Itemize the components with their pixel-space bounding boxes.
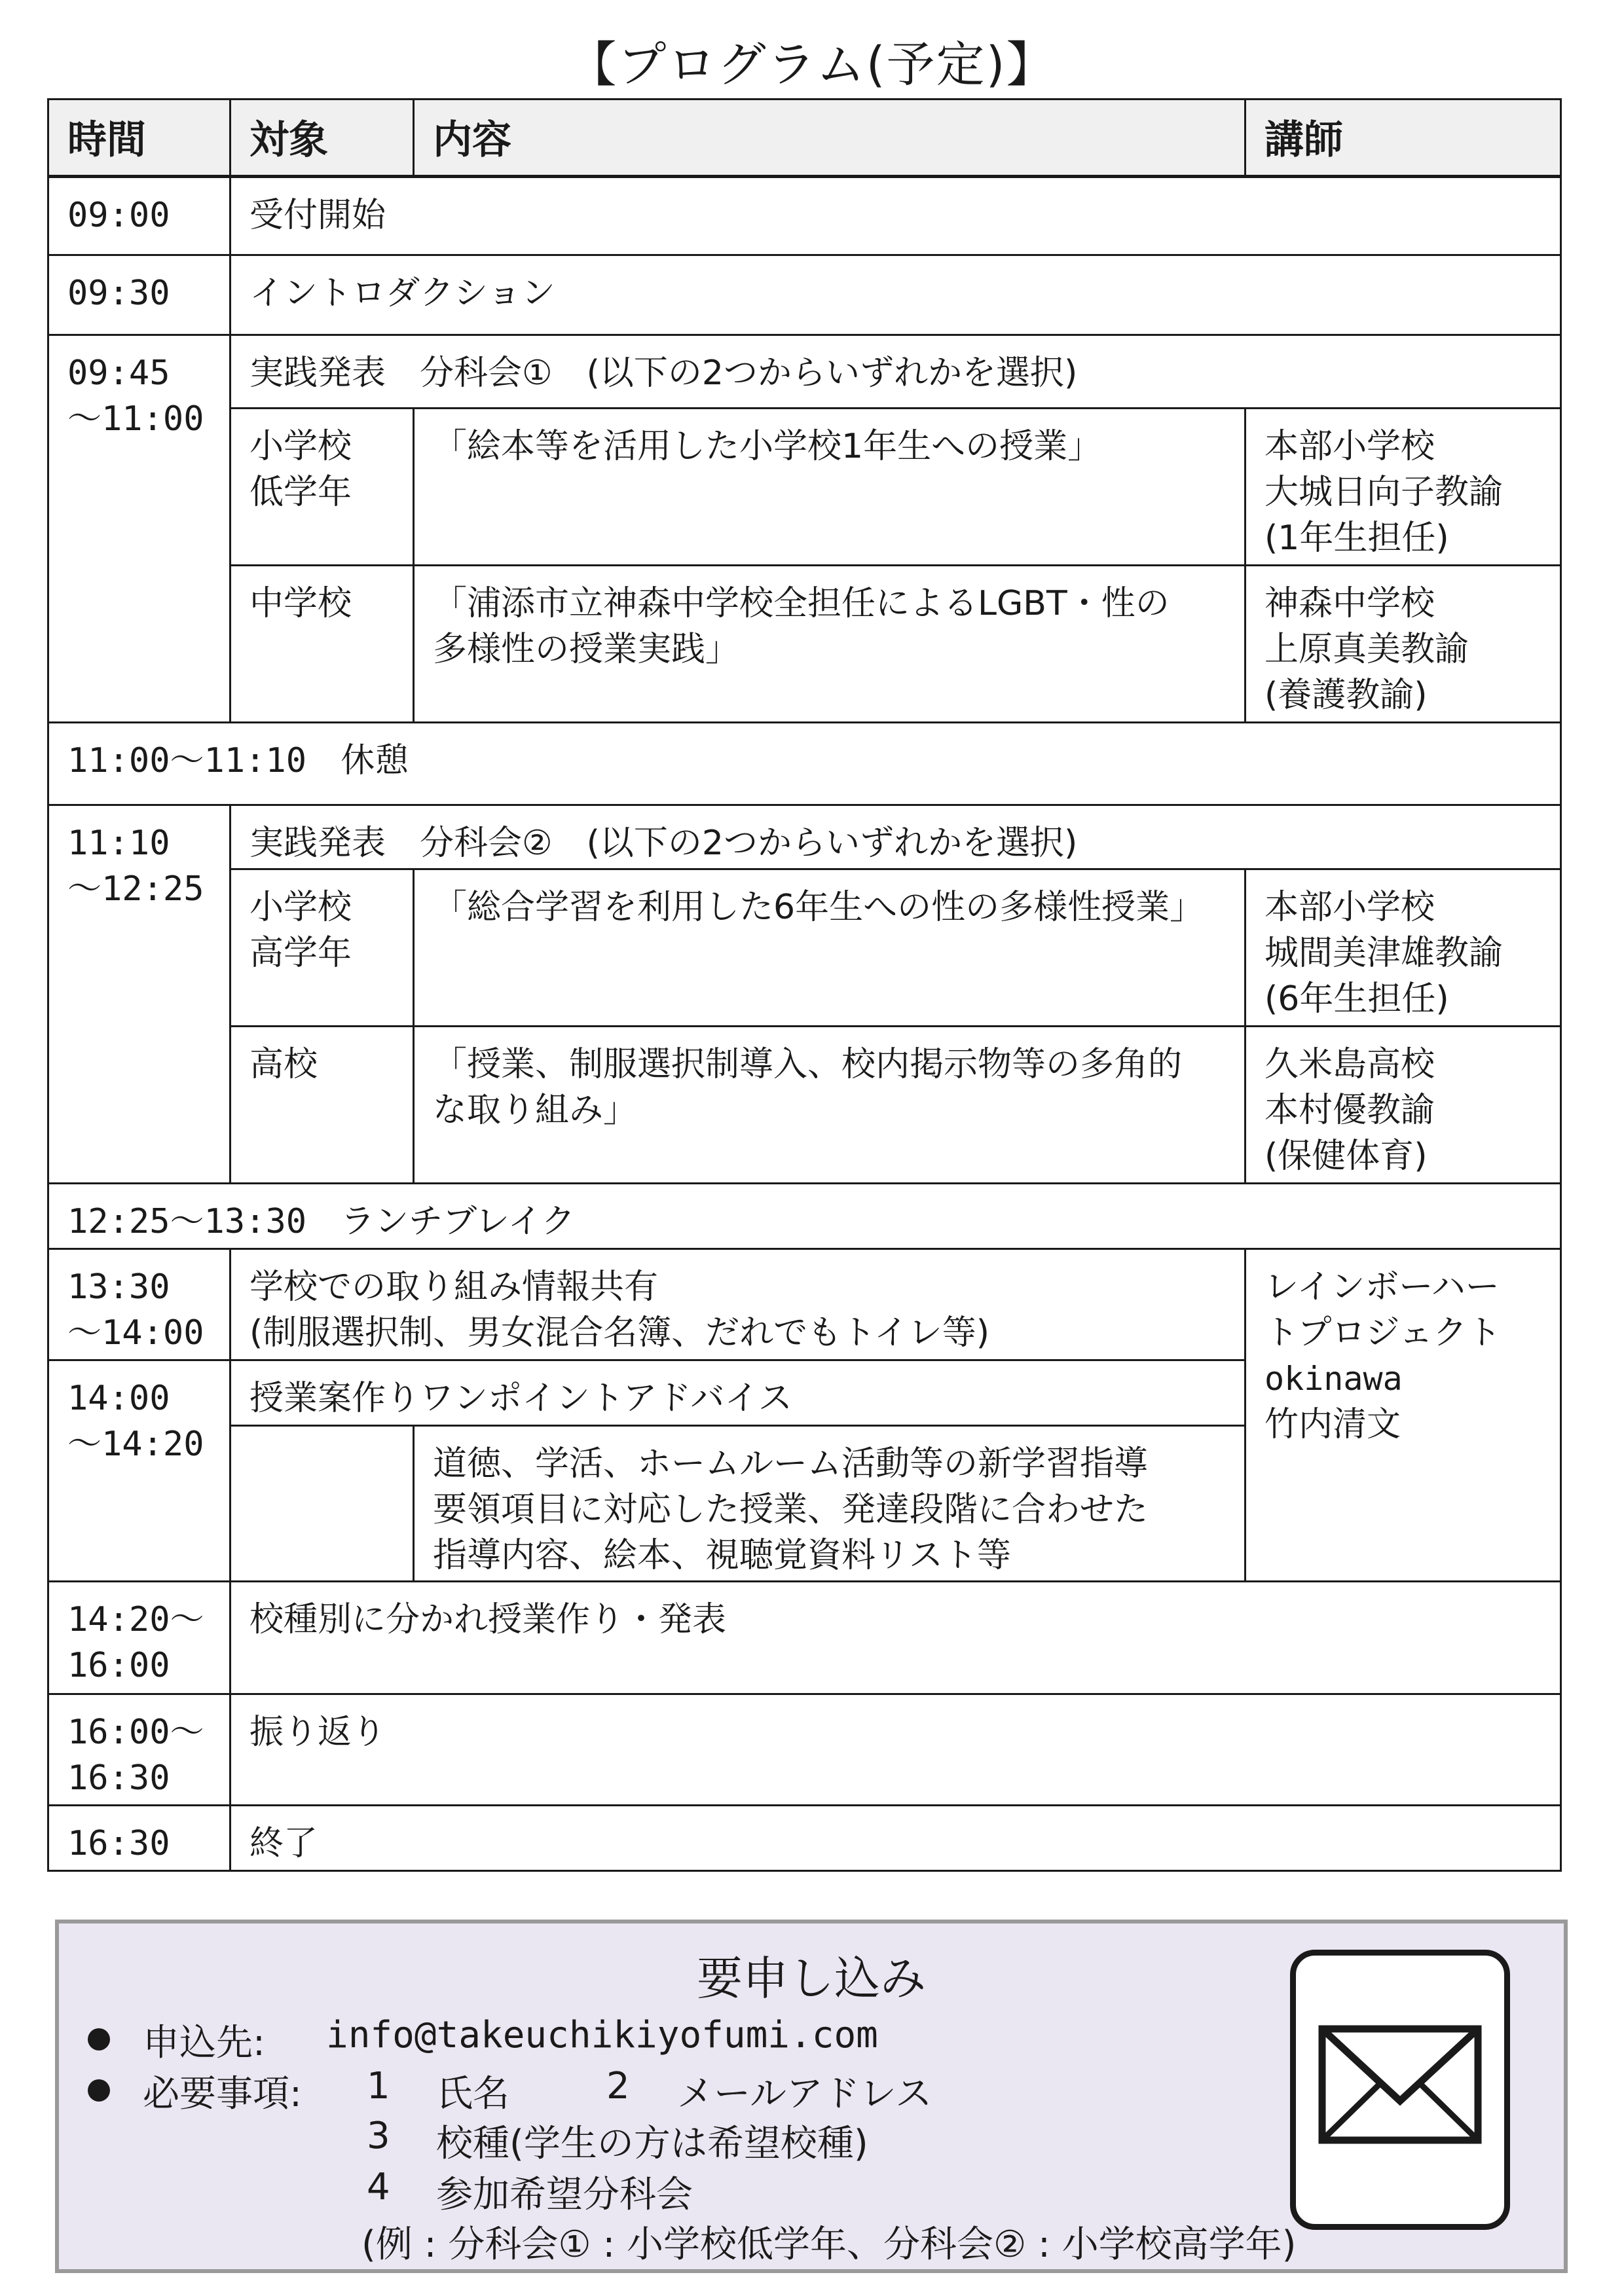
lecturer-cell — [1246, 409, 1561, 566]
row-review — [48, 1694, 1561, 1806]
target-line: 高学年 — [249, 934, 352, 973]
time-start: 16:00〜 — [67, 1713, 204, 1752]
row-session1-heading — [48, 335, 1561, 409]
application-to-label: 申込先: — [143, 2022, 265, 2064]
content-cell: 「総合学習を利用した6年生への性の多様性授業」 — [414, 869, 1246, 1027]
content-line: 多様性の授業実践」 — [433, 630, 740, 669]
target-cell: 高校 — [231, 1027, 414, 1184]
requirement-example: (例 : 分科会① : 小学校低学年、分科会② : 小学校高学年) — [361, 2223, 1297, 2266]
lecturer-line: トプロジェクト — [1264, 1313, 1502, 1353]
content-cell — [414, 1027, 1246, 1184]
lecturer-line: 神森中学校 — [1264, 584, 1435, 623]
lecturer-line: 本部小学校 — [1264, 427, 1435, 466]
target-cell — [231, 869, 414, 1027]
row-break — [48, 723, 1561, 805]
time-end: 16:00 — [67, 1646, 170, 1685]
lecturer-line: (1年生担任) — [1264, 519, 1449, 558]
session-heading: 実践発表 分科会① (以下の2つからいずれかを選択) — [231, 335, 1561, 409]
content-cell: 授業案作りワンポイントアドバイス — [231, 1360, 1246, 1426]
page-title: 【プログラム(予定)】 — [568, 37, 1056, 93]
target-line: 低学年 — [249, 473, 352, 512]
application-email[interactable]: info@takeuchikiyofumi.com — [326, 2014, 878, 2056]
row-reception — [48, 177, 1561, 255]
time-cell: 16:30 — [48, 1806, 231, 1871]
row-share — [48, 1249, 1561, 1360]
lecturer-line: レインボーハー — [1264, 1267, 1500, 1307]
content-cell: イントロダクション — [231, 255, 1561, 335]
row-session2-high-school — [48, 1027, 1561, 1184]
header-content: 内容 — [414, 100, 1246, 177]
header-target: 対象 — [231, 100, 414, 177]
row-intro — [48, 255, 1561, 335]
target-line: 小学校 — [249, 888, 352, 927]
lecturer-line: 本村優教諭 — [1264, 1091, 1435, 1130]
content-cell — [231, 1249, 1246, 1360]
content-line: 指導内容、絵本、視聴覚資料リスト等 — [433, 1536, 1011, 1575]
session-heading: 実践発表 分科会② (以下の2つからいずれかを選択) — [231, 805, 1561, 869]
header-time: 時間 — [48, 100, 231, 177]
lecturer-line: 城間美津雄教諭 — [1264, 934, 1504, 973]
target-cell — [231, 409, 414, 566]
time-cell — [48, 805, 231, 1184]
time-end: 〜12:25 — [67, 869, 204, 909]
envelope-graphic — [1296, 1956, 1504, 2224]
row-session1-elementary-lower — [48, 409, 1561, 566]
bullet-icon — [88, 2028, 110, 2050]
lecturer-line: 上原真美教諭 — [1264, 630, 1469, 669]
target-line: 小学校 — [249, 427, 352, 466]
content-line: (制服選択制、男女混合名簿、だれでもトイレ等) — [249, 1313, 989, 1353]
row-workshop — [48, 1582, 1561, 1694]
row-session2-elementary-upper — [48, 869, 1561, 1027]
time-cell — [48, 1694, 231, 1806]
row-session1-junior-high — [48, 566, 1561, 723]
envelope-icon — [1290, 1950, 1510, 2230]
lecturer-line: (養護教諭) — [1264, 676, 1428, 715]
requirement-number: 3 — [367, 2115, 390, 2157]
content-line: な取り組み」 — [433, 1091, 638, 1130]
row-lunch — [48, 1184, 1561, 1249]
header-row — [48, 100, 1561, 177]
requirement-number: 4 — [367, 2166, 390, 2208]
break-cell: 12:25〜13:30 ランチブレイク — [48, 1184, 1561, 1249]
content-cell: 振り返り — [231, 1694, 1561, 1806]
content-cell — [414, 1426, 1246, 1582]
lecturer-cell — [1246, 1027, 1561, 1184]
requirement-item: 氏名 — [436, 2073, 509, 2115]
time-start: 14:20〜 — [67, 1600, 204, 1639]
requirement-number: 1 — [367, 2065, 390, 2107]
lecturer-line: okinawa — [1264, 1360, 1403, 1398]
target-cell: 中学校 — [231, 566, 414, 723]
content-line: 「授業、制服選択制導入、校内掲示物等の多角的 — [433, 1045, 1183, 1084]
application-title: 要申し込み — [697, 1952, 926, 2005]
program-table — [47, 98, 1562, 1872]
content-line: 道徳、学活、ホームルーム活動等の新学習指導 — [433, 1444, 1149, 1484]
time-end: 〜11:00 — [67, 399, 204, 439]
content-line: 学校での取り組み情報共有 — [249, 1267, 659, 1307]
time-cell: 09:30 — [48, 255, 231, 335]
requirement-number: 2 — [606, 2065, 630, 2107]
content-cell: 終了 — [231, 1806, 1561, 1871]
requirements-label: 必要事項: — [143, 2073, 302, 2115]
lecturer-line: 竹内清文 — [1264, 1405, 1401, 1444]
lecturer-cell — [1246, 869, 1561, 1027]
lecturer-line: (6年生担任) — [1264, 979, 1449, 1019]
time-end: 16:30 — [67, 1758, 170, 1798]
target-cell — [231, 1426, 414, 1582]
time-cell — [48, 1360, 231, 1582]
header-lecturer: 講師 — [1246, 100, 1561, 177]
bullet-icon — [88, 2079, 110, 2102]
lecturer-cell — [1246, 566, 1561, 723]
content-line: 要領項目に対応した授業、発達段階に合わせた — [433, 1490, 1149, 1529]
time-start: 11:10 — [67, 824, 170, 863]
time-cell: 09:00 — [48, 177, 231, 255]
requirement-item: 参加希望分科会 — [436, 2174, 693, 2216]
content-cell: 校種別に分かれ授業作り・発表 — [231, 1582, 1561, 1694]
time-start: 09:45 — [67, 354, 170, 393]
application-box — [55, 1920, 1568, 2273]
content-cell: 「絵本等を活用した小学校1年生への授業」 — [414, 409, 1246, 566]
time-cell — [48, 1249, 231, 1360]
content-line: 「浦添市立神森中学校全担任によるLGBT・性の — [433, 584, 1170, 623]
time-cell — [48, 335, 231, 723]
requirement-item: メールアドレス — [677, 2073, 932, 2115]
content-cell: 受付開始 — [231, 177, 1561, 255]
content-cell — [414, 566, 1246, 723]
row-end — [48, 1806, 1561, 1871]
time-start: 14:00 — [67, 1379, 170, 1418]
lecturer-cell — [1246, 1249, 1561, 1582]
lecturer-line: 大城日向子教諭 — [1264, 473, 1504, 512]
break-cell: 11:00〜11:10 休憩 — [48, 723, 1561, 805]
row-session2-heading — [48, 805, 1561, 869]
time-cell — [48, 1582, 231, 1694]
time-end: 〜14:20 — [67, 1425, 204, 1464]
lecturer-line: (保健体育) — [1264, 1137, 1428, 1176]
requirement-item: 校種(学生の方は希望校種) — [436, 2123, 868, 2165]
lecturer-line: 本部小学校 — [1264, 888, 1435, 927]
time-end: 〜14:00 — [67, 1313, 204, 1353]
time-start: 13:30 — [67, 1267, 170, 1307]
lecturer-line: 久米島高校 — [1264, 1045, 1435, 1084]
